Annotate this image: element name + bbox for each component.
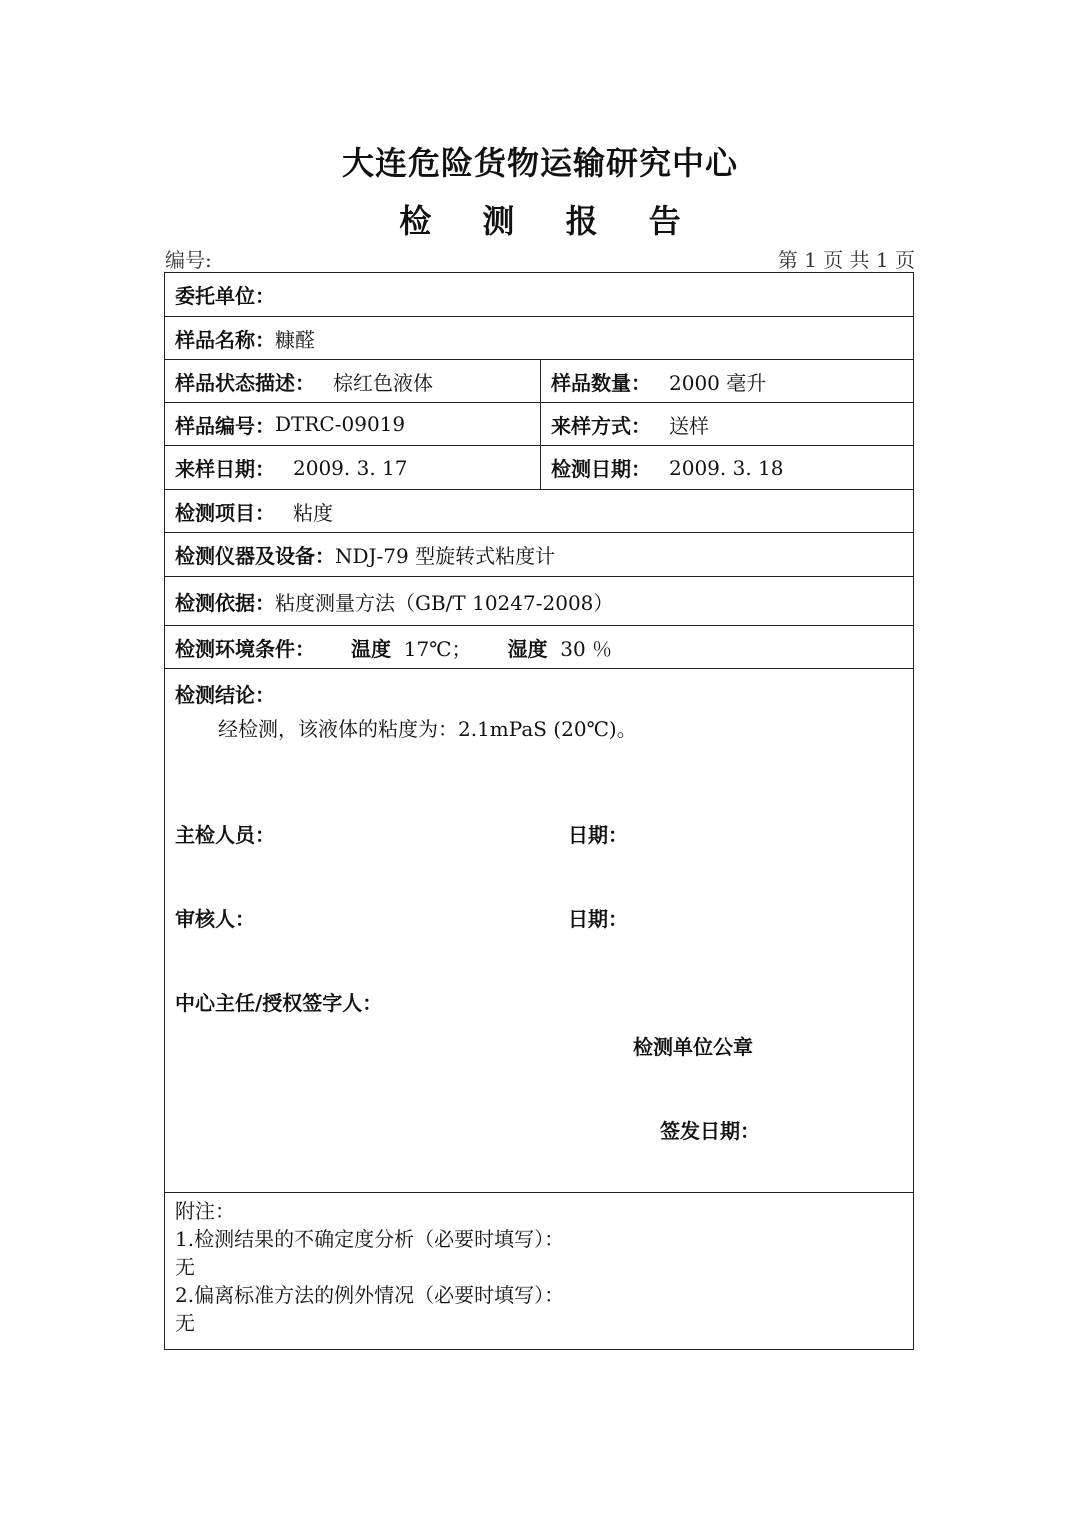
report-number-label: 编号: — [165, 248, 212, 272]
notes-item-1-value: 无 — [175, 1255, 195, 1279]
reviewer-date-label: 日期： — [568, 907, 628, 931]
conclusion-label: 检测结论： — [175, 683, 275, 707]
notes-item-2: 2.偏离标准方法的例外情况（必要时填写）： — [175, 1283, 565, 1307]
test-date-label: 检测日期： — [551, 457, 651, 481]
client-row — [165, 273, 913, 317]
sample-name-value: 糠醛 — [275, 327, 315, 352]
env-row — [165, 626, 913, 669]
notes-item-2-value: 无 — [175, 1311, 195, 1335]
env-humidity-value: 30 ％ — [560, 636, 613, 661]
reviewer-label: 审核人： — [175, 907, 255, 931]
conclusion-text: 经检测，该液体的粘度为：2.1mPaS (20℃)。 — [218, 717, 637, 741]
sample-no-label: 样品编号： — [175, 413, 275, 438]
conclusion-section — [165, 669, 913, 1193]
receive-date-value: 2009. 3. 17 — [293, 455, 408, 480]
notes-title: 附注： — [175, 1199, 235, 1223]
seal-label: 检测单位公章 — [633, 1035, 753, 1059]
instrument-label: 检测仪器及设备： — [175, 544, 335, 568]
sampling-method-value: 送样 — [669, 413, 709, 438]
sample-name-label: 样品名称： — [175, 327, 275, 352]
basis-label: 检测依据： — [175, 590, 275, 615]
basis-value: 粘度测量方法（GB/T 10247-2008） — [275, 590, 614, 615]
notes-section — [165, 1193, 913, 1349]
issue-date-label: 签发日期： — [660, 1119, 760, 1143]
basis-row — [165, 577, 913, 626]
env-temp-label: 温度 — [351, 636, 391, 661]
sample-no-row — [165, 403, 913, 446]
report-title: 检 测 报 告 — [399, 202, 701, 240]
report-table — [164, 272, 914, 1350]
inspector-date-label: 日期： — [568, 823, 628, 847]
director-label: 中心主任/授权签字人： — [175, 991, 383, 1015]
sample-qty-value: 2000 毫升 — [669, 370, 767, 395]
sample-state-value: 棕红色液体 — [333, 370, 433, 395]
env-humidity-label: 湿度 — [507, 636, 548, 661]
sampling-method-label: 来样方式： — [551, 413, 651, 438]
notes-item-1: 1.检测结果的不确定度分析（必要时填写）： — [175, 1227, 565, 1251]
env-label: 检测环境条件： — [175, 636, 315, 661]
page-info: 第 1 页 共 1 页 — [777, 248, 915, 272]
receive-date-label: 来样日期： — [175, 457, 275, 481]
organization-title: 大连危险货物运输研究中心 — [341, 144, 738, 182]
sample-qty-label: 样品数量： — [551, 370, 651, 395]
test-item-label: 检测项目： — [175, 500, 275, 525]
test-date-value: 2009. 3. 18 — [669, 455, 784, 480]
sample-state-label: 样品状态描述： — [175, 370, 315, 395]
sample-state-row — [165, 360, 913, 403]
test-item-value: 粘度 — [293, 500, 333, 525]
instrument-value: NDJ-79 型旋转式粘度计 — [335, 544, 556, 568]
inspector-label: 主检人员： — [175, 823, 275, 847]
meta-row — [165, 244, 915, 273]
test-item-row — [165, 490, 913, 533]
dates-row — [165, 446, 913, 490]
env-temp-value: 17℃； — [403, 636, 472, 661]
sample-no-value: DTRC-09019 — [275, 412, 406, 436]
sample-name-row — [165, 317, 913, 360]
client-label: 委托单位： — [175, 284, 275, 308]
instrument-row — [165, 533, 913, 577]
